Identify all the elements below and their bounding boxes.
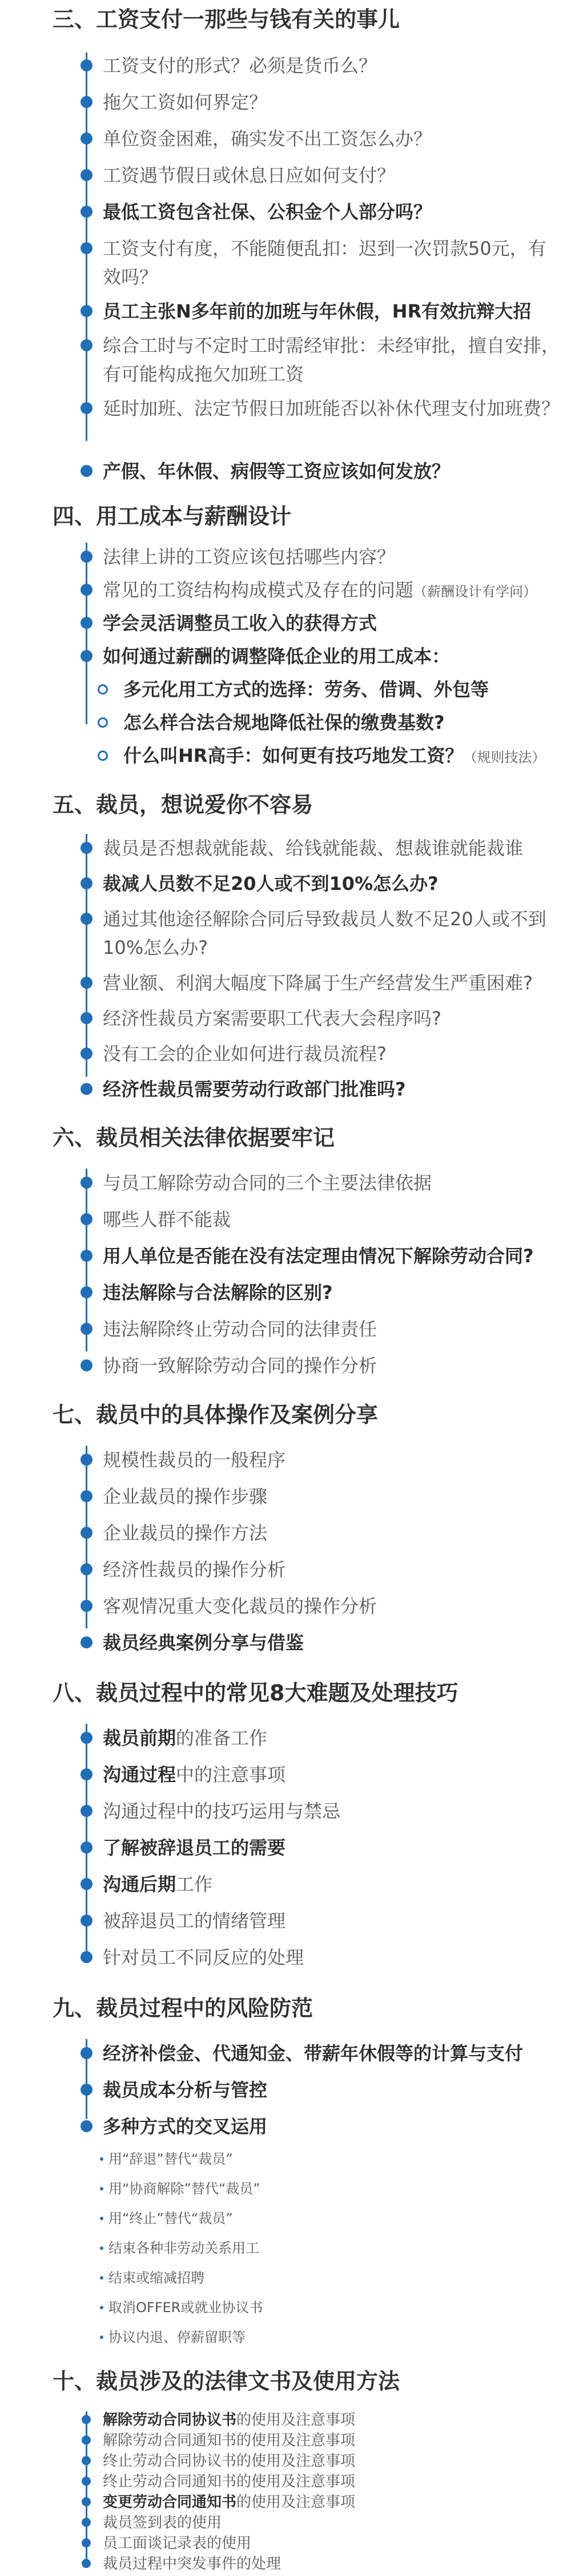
bullet-dot-icon (81, 1177, 93, 1189)
small-bullet-icon (100, 2217, 103, 2220)
bullet-dot-icon (81, 1250, 93, 1262)
bullet-dot-icon (81, 96, 93, 108)
bullet-dot-icon (81, 1636, 93, 1648)
bullet-dot-icon (81, 584, 93, 596)
bullet-dot-icon (81, 650, 93, 662)
bullet-dot-icon (82, 2477, 91, 2486)
section-title: 四、用工成本与薪酬设计 (53, 504, 292, 529)
bullet-dot-icon (81, 977, 93, 989)
section-title: 五、裁员，想说爱你不容易 (53, 792, 313, 817)
bullet-dot-icon (81, 1359, 93, 1371)
small-bullet-icon (100, 2187, 103, 2190)
bullet-dot-icon (81, 1083, 93, 1095)
bullet-dot-icon (81, 1600, 93, 1612)
bullet-dot-icon (81, 1878, 93, 1890)
bullet-dot-icon (82, 2497, 91, 2506)
bullet-dot-icon (81, 1563, 93, 1575)
bullet-dot-icon (81, 339, 93, 351)
section-title: 七、裁员中的具体操作及案例分享 (53, 1402, 379, 1427)
bullet-dot-icon (81, 2084, 93, 2096)
bullet-dot-icon (81, 2047, 93, 2059)
bullet-dot-icon (81, 842, 93, 854)
section-title: 十、裁员涉及的法律文书及使用方法 (53, 2369, 400, 2394)
bullet-dot-icon (81, 1527, 93, 1539)
bullet-dot-icon (81, 1841, 93, 1853)
bullet-dot-icon (81, 305, 93, 317)
bullet-dot-icon (81, 1048, 93, 1060)
bullet-dot-icon (81, 1213, 93, 1225)
small-bullet-icon (100, 2276, 103, 2280)
bullet-dot-icon (81, 1490, 93, 1502)
section-title: 九、裁员过程中的风险防范 (53, 1996, 313, 2021)
bullet-dot-icon (82, 2435, 91, 2445)
bullet-dot-icon (81, 1012, 93, 1024)
bullet-dot-icon (81, 617, 93, 629)
bullet-dot-icon (81, 1454, 93, 1466)
bullet-dot-icon (81, 1768, 93, 1780)
bullet-dot-icon (81, 1286, 93, 1298)
bullet-dot-icon (81, 1951, 93, 1963)
bullet-dot-icon (81, 169, 93, 181)
bullet-dot-icon (82, 2415, 91, 2424)
small-bullet-icon (100, 2306, 103, 2309)
bullet-ring-icon (98, 684, 108, 695)
bullet-dot-icon (82, 2518, 91, 2527)
bullet-dot-icon (82, 2538, 91, 2547)
section-title: 六、裁员相关法律依据要牢记 (53, 1125, 335, 1150)
bullet-dot-icon (81, 59, 93, 71)
bullet-dot-icon (81, 551, 93, 563)
bullet-dot-icon (81, 913, 93, 925)
bullet-dot-icon (81, 465, 93, 477)
bullet-dot-icon (81, 877, 93, 889)
small-bullet-icon (100, 2336, 103, 2339)
small-bullet-icon (100, 2157, 103, 2161)
section-title: 八、裁员过程中的常见8大难题及处理技巧 (53, 1680, 459, 1706)
bullet-dot-icon (81, 1323, 93, 1335)
bullet-ring-icon (98, 717, 108, 728)
section-title: 三、工资支付一那些与钱有关的事儿 (53, 7, 400, 32)
bullet-dot-icon (81, 242, 93, 254)
document: 三、工资支付一那些与钱有关的事儿 工资支付的形式？必须是货币么？ 拖欠工资如何界定？ 单位资金困难，确实发不出工资怎么办？ 工资遇节假日或休息日应如何支付？ 最低工资包含社保、公积金个人部分吗？ 工资支付有度，不能随便乱扣：迟到一次罚款50元，有效吗？ 员工主张N多年前的加班与年休假，HR有效抗辩大招 综合工时与不定时工时需经审批：未经审批，擅自安排，有可能构成拖欠加班工资 延时加班、法定节假日加班能否以补休代理支付加班费？ 产假、年休假、病假等工资应该如何发放？ 四、用工成本与薪酬设计 法律上讲的工资应该包括哪些内容？ 常见的工资结构构成模式及存在的问题（薪酬设计有学问） 学会灵活调整员工收入的获得方式 如何通过薪酬的调整降低企业的用工成本： 多元化用工方式的选择：劳务、借调、外包等 怎么样合法合规地降低社保的缴费基数? 什么叫HR高手：如何更有技巧地发工资？（规则技法） 五、裁员，想说爱你不容易 裁员是否想裁就能裁、给钱就能裁、想裁谁就能裁谁 裁减人员数不足20人或不到10%怎么办? 通过其他途径解除合同后导致裁员人数不足20人或不到10%怎么办? 营业额、利润大幅度下降属于生产经营发生严重困难? 经济性裁员方案需要职工代表大会程序吗? 没有工会的企业如何进行裁员流程? 经济性裁员需要劳动行政部门批准吗? 六、裁员相关法律依据要牢记 与员工解除劳动合同的三个主要法律依据 哪些人群不能裁 用人单位是否能在没有法定理由情况下解除劳动合同? 违法解除与合法解除的区别? 违法解除终止劳动合同的法律责任 协商一致解除劳动合同的操作分析 七、裁员中的具体操作及案例分享 规模性裁员的一般程序 企业裁员的操作步骤 企业裁员的操作方法 经济性裁员的操作分析 客观情况重大变化裁员的操作分析 裁员经典案例分享与借鉴 八、裁员过程中的常见8大难题及处理技巧 裁员前期的准备工作 沟通过程中的注意事项 沟通过程中的技巧运用与禁忌 了解被辞退员工的需要 沟通后期工作 被辞退员工的情绪管理 针对员工不同反应的处理 九、裁员过程中的风险防范 经济补偿金、代通知金、带薪年休假等的计算与支付 裁员成本分析与管控 多种方式的交叉运用 用“辞退”替代“裁员” 用“协商解除”替代“裁员” 用“终止”替代“裁员” 结束各种非劳动关系用工 结束或缩减招聘 取消OFFER或就业协议书 协议内退、停薪留职等 十、裁员涉及的法律文书及使用方法 解除劳动合同协议书的使用及注意事项 解除劳动合同通知书的使用及注意事项 终止劳动合同协议书的使用及注意事项 终止劳动合同通知书的使用及注意事项 变更劳动合同通知书的使用及注意事项 裁员签到表的使用 员工面谈记录表的使用 裁员过程中突发事件的处理 (0, 0, 571, 2576)
bullet-ring-icon (98, 751, 108, 761)
bullet-dot-icon (81, 402, 93, 414)
bullet-dot-icon (81, 1805, 93, 1817)
timeline-line (86, 543, 87, 724)
bullet-dot-icon (81, 206, 93, 218)
timeline-line (86, 834, 87, 1077)
small-bullet-icon (100, 2246, 103, 2250)
bullet-dot-icon (82, 2559, 91, 2568)
bullet-dot-icon (82, 2456, 91, 2465)
bullet-dot-icon (81, 2120, 93, 2132)
bullet-dot-icon (81, 1915, 93, 1927)
bullet-dot-icon (81, 1732, 93, 1744)
bullet-dot-icon (81, 133, 93, 145)
